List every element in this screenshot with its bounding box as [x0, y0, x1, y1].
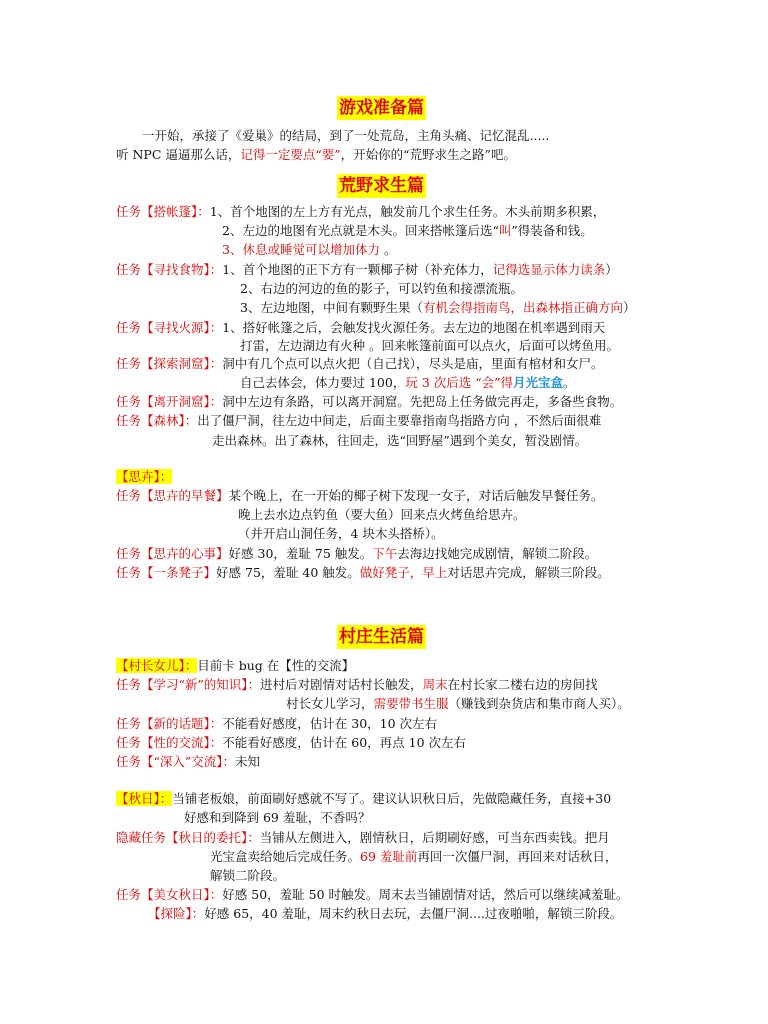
task-text: 好感 75，羞耻 40 触发。	[216, 565, 360, 580]
section-title-prep: 游戏准备篇	[339, 98, 424, 118]
task-text: 当铺老板娘，前面刷好感就不写了。建议认识秋日后，先做隐藏任务，直接+30	[172, 791, 612, 806]
task-tag: 任务【美女秋日】：	[116, 887, 223, 902]
intro-line-1: 一开始，承接了《爱巢》的结局，到了一处荒岛，主角头痛、记忆混乱.....	[142, 128, 550, 143]
task-deep-line-1	[116, 753, 260, 771]
task-text: 1、搭好帐篷之后，会触发找火源任务。去左边的地图在机率遇到雨天	[222, 320, 606, 335]
task-text: 。	[563, 375, 576, 390]
task-fire-line-2: 打雷，左边湖边有火种 。回来帐篷前面可以点火，后面可以烤鱼用。	[240, 338, 619, 353]
task-text: 当铺从左侧进入，剧情秋日，后期刷好感，可当东西卖钱。把月	[259, 830, 610, 845]
task-tag: 任务【“深入”交流】：	[116, 754, 236, 769]
task-tag: 任务【思卉的早餐】	[116, 488, 229, 503]
section-title-survival: 荒野求生篇	[339, 176, 424, 196]
task-highlight-blue: 月光宝盒	[513, 375, 564, 390]
task-highlight: 周末	[422, 677, 448, 692]
task-text: 光宝盒卖给她后完成任务。	[210, 849, 361, 864]
task-tag: 隐藏任务【秋日的委托】：	[116, 830, 260, 845]
task-tag: 任务【寻找食物】：	[116, 262, 223, 277]
task-fire-line-1	[116, 319, 605, 337]
task-text: 自己去体会，体力要过 100，	[240, 375, 406, 390]
task-highlight: 有机会得指南鸟，出森林指正确方向	[422, 300, 623, 315]
task-tag: 任务【搭帐篷】：	[116, 204, 210, 219]
task-text: 目前卡 bug 在【性的交流】	[197, 658, 355, 673]
task-highlight: 需要带书生服	[373, 696, 449, 711]
task-text: （赚钱到杂货店和集市商人买）。	[448, 696, 630, 711]
task-text: 3、左边地图，中间有颗野生果（	[240, 300, 423, 315]
task-text: 某个晚上，在一开始的椰子树下发现一女子，对话后触发早餐任务。	[228, 488, 604, 503]
task-heart-line-1	[116, 545, 597, 563]
task-text: 未知	[235, 754, 261, 769]
task-highlight: 记得选显示体力读条	[492, 262, 606, 277]
task-highlight: 叫	[498, 223, 512, 238]
task-cave-line-1	[116, 355, 604, 373]
task-text: 进村后对剧情对话村长触发，	[260, 677, 423, 692]
task-text: ）	[605, 262, 618, 277]
task-highlight: 下午	[372, 546, 398, 561]
task-text: 村长女儿学习，	[286, 696, 374, 711]
character-tag: 【村长女儿】：	[116, 658, 198, 673]
task-tag: 任务【森林】：	[116, 413, 198, 428]
task-tent-line-3	[222, 241, 396, 259]
task-breakfast-line-2: 晚上去水边点钓鱼（要大鱼）回来点火烤鱼给思卉。	[238, 507, 526, 522]
task-explore-line-1	[148, 905, 622, 923]
task-learn-line-1	[116, 676, 598, 694]
task-beauty-line-1	[116, 886, 629, 904]
task-text: 不能看好感度，估计在 30，10 次左右	[222, 716, 438, 731]
task-text: ）	[622, 300, 636, 315]
character-sihui	[116, 468, 172, 486]
task-text: 1、首个地图的左上方有光点，触发前几个求生任务。木头前期多积累，	[209, 204, 606, 219]
task-hidden-line-1	[116, 829, 610, 847]
task-text: 去海边找她完成剧情，解锁二阶段。	[397, 546, 598, 561]
task-highlight: 69 羞耻前	[360, 849, 418, 864]
task-stool-line-1	[116, 564, 610, 582]
task-cave-line-2	[240, 374, 576, 392]
task-highlight: 3、休息或睡觉可以增加体力	[222, 242, 384, 257]
task-text: 好感 65，40 羞耻，周末约秋日去玩，去僵尸洞....过夜啪啪，解锁三阶段。	[204, 906, 623, 921]
task-highlight: 做好凳子，早上	[359, 565, 448, 580]
task-text: 再回一次僵尸洞，再回来对话秋日，	[417, 849, 618, 864]
task-text: 不能看好感度，估计在 60，再点 10 次左右	[222, 735, 466, 750]
character-qiuri	[116, 790, 611, 808]
task-tag: 任务【学习“新”的知识】：	[116, 677, 261, 692]
task-breakfast-line-1	[116, 487, 604, 505]
task-tag: 任务【思卉的心事】	[116, 546, 229, 561]
task-text: 。	[383, 242, 397, 257]
task-tag: 任务【离开洞窟】：	[116, 394, 223, 409]
section-title-village: 村庄生活篇	[339, 627, 424, 647]
task-text: ”得装备和钱。	[511, 223, 593, 238]
task-tag: 任务【性的交流】：	[116, 735, 223, 750]
task-text: 好感 30，羞耻 75 触发。	[228, 546, 373, 561]
intro-text: ，开始你的“荒野求生之路”吧。	[340, 147, 516, 162]
task-food-line-1	[116, 261, 618, 279]
task-text: 出了僵尸洞，往左边中间走，后面主要靠指南鸟指路方向 ，不然后面很难	[197, 413, 602, 428]
task-tag: 任务【新的话题】：	[116, 716, 223, 731]
task-tag: 任务【一条凳子】	[116, 565, 217, 580]
task-learn-line-2	[286, 695, 630, 713]
character-qiuri-line-2: 好感和到降到 69 羞耻，不香吗？	[184, 810, 371, 825]
task-text: 1、首个地图的正下方有一颗椰子树（补充体力，	[222, 262, 493, 277]
character-chief-daughter	[116, 657, 354, 675]
task-breakfast-line-3: （并开启山洞任务，4 块木头搭桥）。	[238, 526, 444, 541]
task-topic-line-1	[116, 715, 437, 733]
task-tag: 【探险】：	[148, 906, 205, 921]
task-forest-line-2: 走出森林。出了森林，往回走，选“回野屋”遇到个美女，暂没剧情。	[212, 433, 588, 448]
task-text: 洞中有几个点可以点火把（自己找），尽头是庙，里面有棺材和女尸。	[222, 356, 604, 371]
task-text: 洞中左边有条路，可以离开洞窟。先把岛上任务做完再走，多备些食物。	[222, 394, 623, 409]
task-text: 2、左边的地图有光点就是木头。回来搭帐篷后选“	[222, 223, 499, 238]
task-food-line-3	[240, 299, 636, 317]
task-highlight: 玩 3 次后选 “会”得	[405, 375, 513, 390]
task-text: 对话思卉完成，解锁三阶段。	[447, 565, 610, 580]
task-food-line-2: 2、右边的河边的鱼的影子，可以钓鱼和接漂流瓶。	[240, 281, 523, 296]
task-text: 好感 50，羞耻 50 时触发。周末去当铺剧情对话，然后可以继续减羞耻。	[222, 887, 629, 902]
task-forest-line-1	[116, 412, 601, 430]
task-leave-line-1	[116, 393, 622, 411]
task-tag: 任务【寻找火源】：	[116, 320, 223, 335]
character-tag: 【思卉】：	[116, 469, 173, 484]
task-tent-line-1	[116, 203, 605, 221]
intro-text: 听 NPC 逼逼那么话，	[116, 147, 241, 162]
intro-highlight: 记得一定要点“要”	[240, 147, 341, 162]
task-sex-line-1	[116, 734, 466, 752]
task-tent-line-2	[222, 222, 593, 240]
character-tag: 【秋日】：	[116, 791, 173, 806]
intro-line-2	[116, 146, 516, 164]
task-hidden-line-2	[210, 848, 617, 866]
task-hidden-line-3: 解锁二阶段。	[210, 868, 286, 883]
task-tag: 任务【探索洞窟】：	[116, 356, 223, 371]
task-text: 在村长家二楼右边的房间找	[447, 677, 598, 692]
